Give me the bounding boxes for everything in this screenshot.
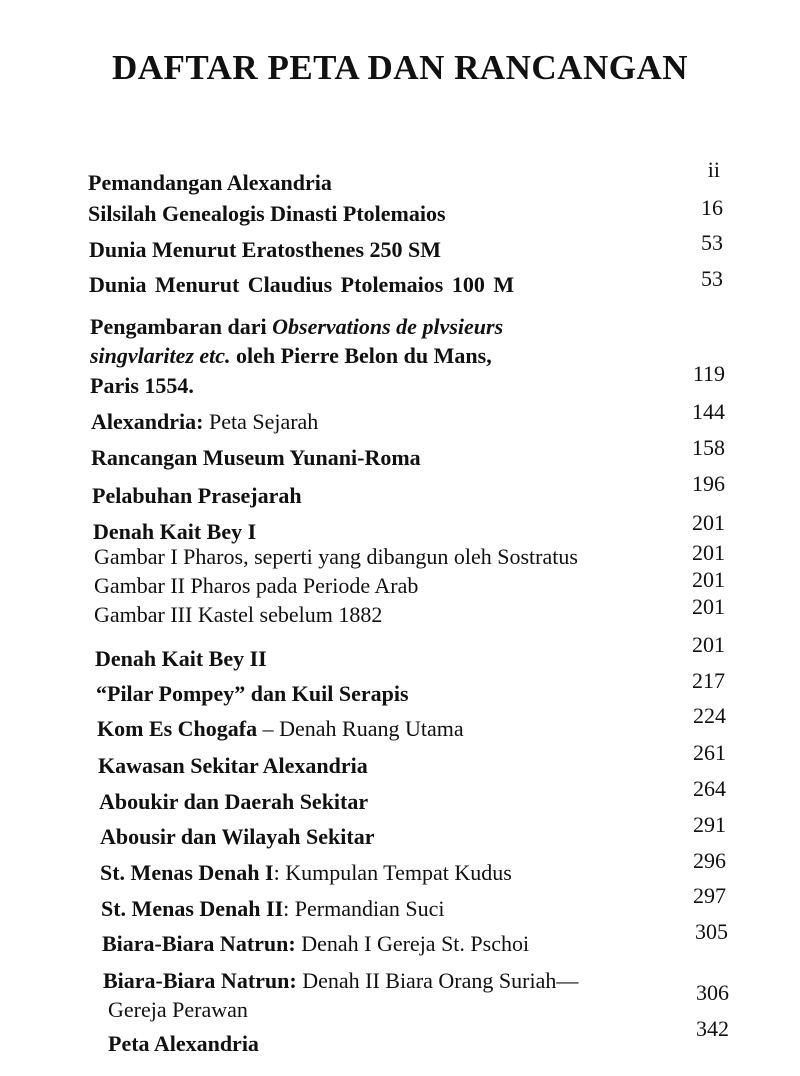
toc-entry: Silsilah Genealogis Dinasti Ptolemaios (88, 201, 446, 226)
toc-entry (102, 931, 529, 957)
toc-entry (97, 716, 464, 742)
toc-entry: Dunia Menurut Claudius Ptolemaios 100 M (89, 272, 515, 297)
toc-page-number: 342 (696, 1016, 729, 1041)
toc-page-number: 201 (692, 632, 725, 657)
toc-entry (103, 968, 578, 994)
toc-page-number: 201 (692, 510, 725, 535)
toc-page-number: 158 (692, 435, 725, 460)
page-title: DAFTAR PETA DAN RANCANGAN (111, 48, 689, 87)
toc-entry: Abousir dan Wilayah Sekitar (100, 824, 375, 849)
toc-entry: Pemandangan Alexandria (88, 170, 332, 195)
toc-page-number: 53 (701, 230, 723, 255)
toc-entry-bold: Alexandria: (91, 409, 204, 434)
toc-entry: Aboukir dan Daerah Sekitar (99, 789, 369, 814)
toc-subentry: Gambar II Pharos pada Periode Arab (94, 573, 419, 598)
toc-page-number: 296 (693, 848, 726, 873)
toc-entry (100, 860, 512, 886)
toc-page-number: 217 (692, 668, 725, 693)
toc-entry-bold: Biara-Biara Natrun: (103, 968, 297, 993)
toc-entry: “Pilar Pompey” dan Kuil Serapis (96, 681, 409, 706)
toc-page-number: 297 (693, 883, 726, 908)
toc-entry-bold: Kom Es Chogafa (97, 716, 258, 741)
toc-entry: Pelabuhan Prasejarah (92, 483, 302, 508)
toc-entry-bold: St. Menas Denah I (100, 860, 274, 885)
toc-page-number: 16 (701, 195, 723, 220)
toc-entry-text: Peta Sejarah (203, 409, 319, 434)
toc-entry (101, 896, 444, 922)
toc-entry: Rancangan Museum Yunani-Roma (91, 445, 421, 470)
toc-entry: Denah Kait Bey II (95, 646, 267, 671)
toc-page-number: 201 (692, 567, 725, 592)
toc-entry-line: Gereja Perawan (108, 997, 248, 1022)
toc-page-number: 305 (695, 919, 728, 944)
toc-page-number: 201 (692, 540, 725, 565)
toc-entry-text: : Kumpulan Tempat Kudus (273, 860, 512, 885)
toc-entry-italic-title: Observations de plvsieurs (272, 314, 504, 339)
toc-page-number: 53 (701, 266, 723, 291)
toc-entry-text: Pengambaran dari (90, 314, 273, 339)
toc-entry-line: Paris 1554. (90, 373, 194, 398)
toc-entry-text: oleh Pierre Belon du Mans, (230, 343, 492, 368)
toc-page-number: 306 (696, 980, 729, 1005)
toc-page-number: 144 (692, 399, 725, 424)
toc-entry-bold: St. Menas Denah II (101, 896, 284, 921)
toc-entry: Peta Alexandria (108, 1031, 259, 1056)
toc-entry-text: Denah II Biara Orang Suriah— (296, 968, 579, 993)
toc-page-number: ii (707, 157, 720, 182)
toc-subentry: Gambar III Kastel sebelum 1882 (94, 602, 383, 627)
toc-entry-bold: Biara-Biara Natrun: (102, 931, 296, 956)
toc-page-number: 291 (693, 812, 726, 837)
toc-page-number: 119 (692, 361, 725, 386)
toc-page-number: 224 (693, 703, 726, 728)
toc-entry (91, 409, 318, 435)
toc-entry-line (90, 343, 492, 369)
toc-entry-italic-title: singvlaritez etc. (90, 343, 231, 368)
toc-entry: Dunia Menurut Eratosthenes 250 SM (89, 237, 442, 262)
toc-entry: Kawasan Sekitar Alexandria (98, 753, 368, 778)
toc-entry-text: Denah I Gereja St. Pschoi (295, 931, 530, 956)
toc-subentry: Gambar I Pharos, seperti yang dibangun oleh Sostratus (94, 544, 578, 569)
toc-page-number: 261 (693, 740, 726, 765)
toc-page-number: 264 (693, 776, 726, 801)
toc-page-number: 196 (692, 471, 725, 496)
toc-page-number: 201 (692, 594, 725, 619)
toc-entry-line (90, 314, 503, 340)
toc-entry: Denah Kait Bey I (93, 519, 257, 544)
toc-entry-text: : Permandian Suci (283, 896, 445, 921)
toc-entry-text: – Denah Ruang Utama (257, 716, 464, 741)
